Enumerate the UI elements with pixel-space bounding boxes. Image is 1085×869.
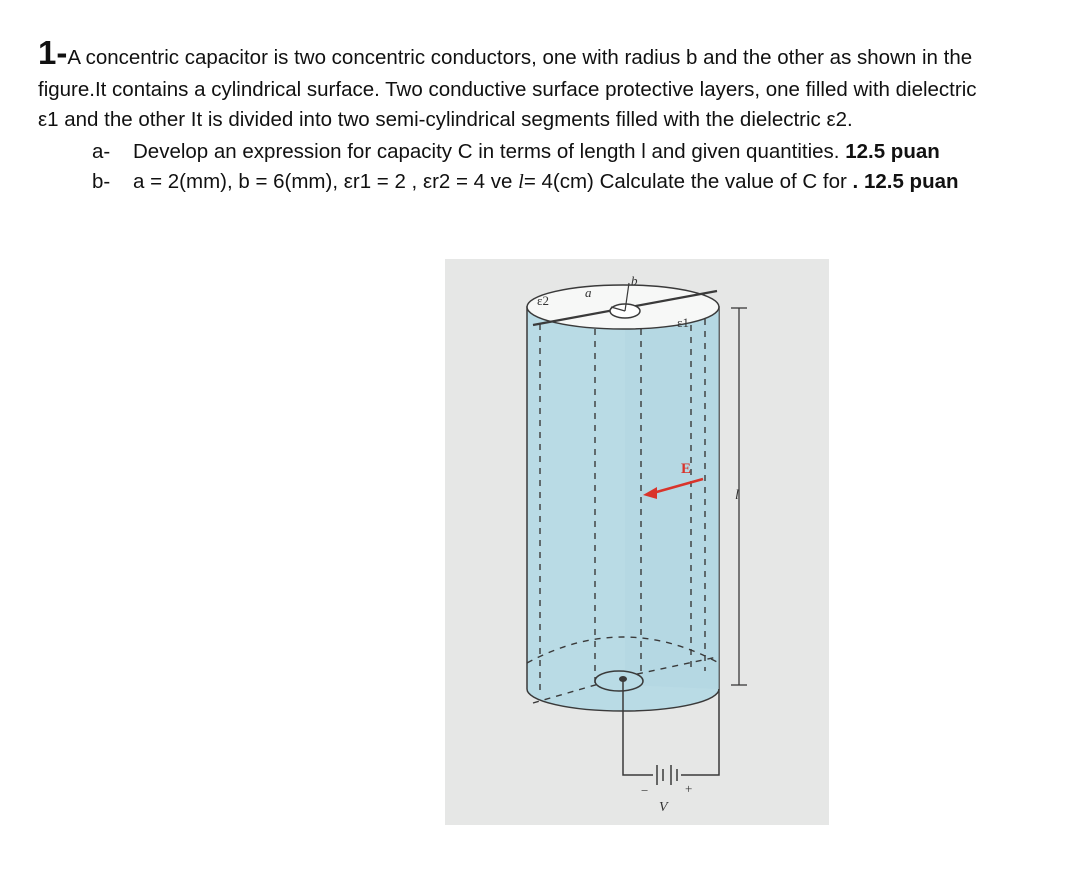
label-eps1: ε1 — [677, 315, 689, 330]
label-minus: − — [641, 783, 649, 798]
part-a-text: Develop an expression for capacity C in terms of length l and given quantities. — [133, 140, 846, 163]
label-plus: + — [685, 781, 693, 796]
question-line-1 — [38, 34, 972, 72]
part-a — [92, 140, 940, 164]
label-eps2: ε2 — [537, 293, 549, 308]
part-b-label: b- — [92, 170, 111, 193]
label-a: a — [585, 285, 592, 300]
question-number: 1- — [38, 34, 68, 71]
label-b: b — [631, 273, 638, 288]
part-a-points: 12.5 puan — [845, 140, 940, 163]
inner-conductor-bottom — [595, 671, 643, 691]
question-text-1: A concentric capacitor is two concentric conductors, one with radius b and the other as shown in the — [67, 46, 973, 69]
part-b-dot: . — [852, 170, 859, 193]
part-b-length-symbol: l — [518, 171, 524, 193]
label-field: E — [681, 461, 692, 477]
part-a-label: a- — [92, 140, 111, 163]
part-b-text-2: = 4(cm) Calculate the value of C for — [523, 170, 853, 193]
capacitor-diagram — [445, 259, 829, 825]
label-voltage: V — [659, 800, 668, 815]
label-length: l — [735, 488, 739, 503]
part-b-text: a = 2(mm), b = 6(mm), εr1 = 2 , εr2 = 4 ve — [133, 170, 519, 193]
question-line-3: ε1 and the other It is divided into two semi-cylindrical segments filled with the dielectric ε2. — [38, 108, 853, 131]
part-b-points: 12.5 puan — [863, 170, 959, 193]
capacitor-figure — [445, 259, 829, 825]
part-b — [92, 170, 959, 194]
question-line-2: figure.It contains a cylindrical surface. Two conductive surface protective layers, one filled with dielectric — [38, 78, 977, 101]
